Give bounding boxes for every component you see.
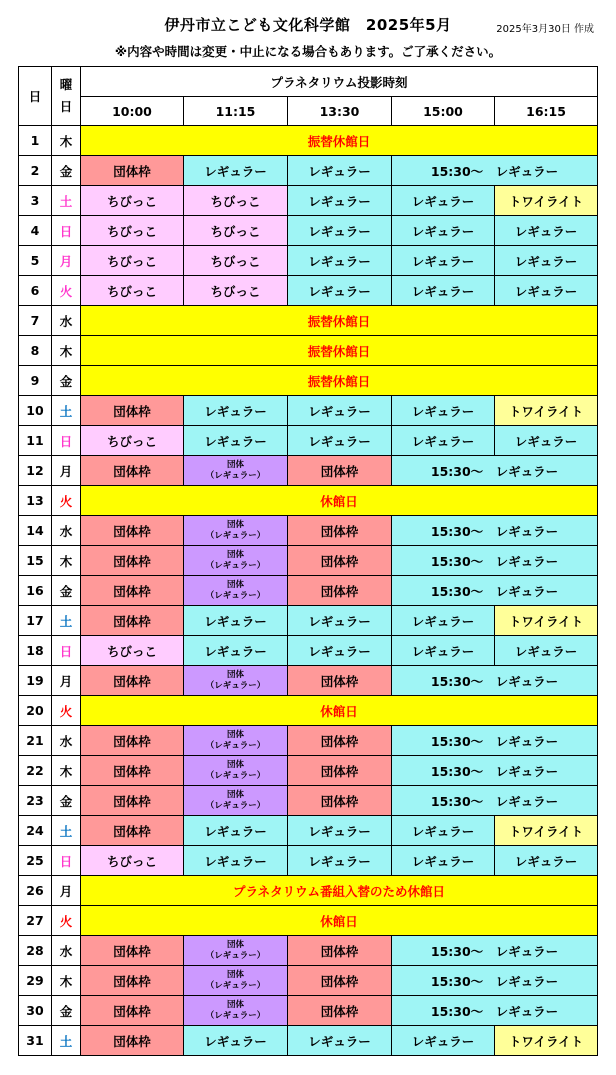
show-slot: レギュラー <box>495 216 598 246</box>
closed-day-cell: プラネタリウム番組入替のため休館日 <box>81 876 598 906</box>
show-slot: トワイライト <box>495 816 598 846</box>
weekday: 金 <box>52 576 81 606</box>
day-number: 8 <box>19 336 52 366</box>
schedule-row <box>19 576 598 606</box>
weekday: 日 <box>52 846 81 876</box>
weekday: 金 <box>52 156 81 186</box>
day-number: 27 <box>19 906 52 936</box>
weekday: 火 <box>52 486 81 516</box>
schedule-row <box>19 906 598 936</box>
closed-day-cell: 休館日 <box>81 486 598 516</box>
day-number: 12 <box>19 456 52 486</box>
schedule-row <box>19 486 598 516</box>
day-number: 14 <box>19 516 52 546</box>
show-slot: 団体枠 <box>81 756 184 786</box>
schedule-row <box>19 426 598 456</box>
day-number: 25 <box>19 846 52 876</box>
day-number: 2 <box>19 156 52 186</box>
header-day: 日 <box>19 67 52 126</box>
show-slot: レギュラー <box>392 186 495 216</box>
schedule-row <box>19 786 598 816</box>
weekday: 金 <box>52 786 81 816</box>
show-slot: レギュラー <box>184 636 288 666</box>
day-number: 22 <box>19 756 52 786</box>
weekday: 木 <box>52 546 81 576</box>
show-slot: 団体枠 <box>288 516 392 546</box>
show-slot: レギュラー <box>288 246 392 276</box>
show-slot: レギュラー <box>288 276 392 306</box>
schedule-row <box>19 186 598 216</box>
header-time: 16:15 <box>495 97 598 126</box>
closed-day-cell: 振替休館日 <box>81 126 598 156</box>
schedule-row <box>19 216 598 246</box>
weekday: 日 <box>52 216 81 246</box>
show-slot: 15:30～ レギュラー <box>392 156 598 186</box>
schedule-row <box>19 306 598 336</box>
show-slot: レギュラー <box>184 426 288 456</box>
weekday: 金 <box>52 366 81 396</box>
weekday: 水 <box>52 516 81 546</box>
weekday: 土 <box>52 186 81 216</box>
schedule-row <box>19 756 598 786</box>
closed-day-cell: 振替休館日 <box>81 306 598 336</box>
show-slot: 団体 （レギュラー） <box>184 576 288 606</box>
show-slot: 団体枠 <box>81 396 184 426</box>
show-slot: レギュラー <box>392 846 495 876</box>
show-slot: 15:30～ レギュラー <box>392 756 598 786</box>
show-slot: 15:30～ レギュラー <box>392 546 598 576</box>
day-number: 20 <box>19 696 52 726</box>
header-time: 13:30 <box>288 97 392 126</box>
weekday: 火 <box>52 276 81 306</box>
show-slot: 団体枠 <box>288 726 392 756</box>
show-slot: レギュラー <box>288 396 392 426</box>
day-number: 4 <box>19 216 52 246</box>
weekday: 火 <box>52 696 81 726</box>
show-slot: レギュラー <box>392 1026 495 1056</box>
weekday: 火 <box>52 906 81 936</box>
show-slot: 15:30～ レギュラー <box>392 516 598 546</box>
show-slot: 団体枠 <box>288 546 392 576</box>
closed-day-cell: 休館日 <box>81 696 598 726</box>
day-number: 11 <box>19 426 52 456</box>
show-slot: 団体枠 <box>288 996 392 1026</box>
weekday: 月 <box>52 876 81 906</box>
show-slot: ちびっこ <box>81 276 184 306</box>
show-slot: 団体枠 <box>288 936 392 966</box>
show-slot: 15:30～ レギュラー <box>392 936 598 966</box>
show-slot: ちびっこ <box>184 246 288 276</box>
show-slot: ちびっこ <box>81 846 184 876</box>
weekday: 土 <box>52 396 81 426</box>
show-slot: ちびっこ <box>184 216 288 246</box>
notice-text: ※内容や時間は変更・中止になる場合もあります。ご了承ください。 <box>114 44 502 59</box>
weekday: 月 <box>52 666 81 696</box>
schedule-row <box>19 456 598 486</box>
show-slot: レギュラー <box>495 846 598 876</box>
show-slot: 団体 （レギュラー） <box>184 966 288 996</box>
show-slot: 団体枠 <box>81 546 184 576</box>
show-slot: レギュラー <box>495 636 598 666</box>
show-slot: レギュラー <box>288 636 392 666</box>
show-slot: 団体枠 <box>288 456 392 486</box>
day-number: 10 <box>19 396 52 426</box>
page-title: 伊丹市立こども文化科学館 2025年5月 <box>164 16 452 34</box>
show-slot: レギュラー <box>288 186 392 216</box>
show-slot: レギュラー <box>495 426 598 456</box>
weekday: 水 <box>52 726 81 756</box>
show-slot: 団体 （レギュラー） <box>184 456 288 486</box>
day-number: 9 <box>19 366 52 396</box>
show-slot: ちびっこ <box>81 246 184 276</box>
weekday: 金 <box>52 996 81 1026</box>
weekday: 水 <box>52 306 81 336</box>
day-number: 6 <box>19 276 52 306</box>
day-number: 21 <box>19 726 52 756</box>
show-slot: 団体枠 <box>81 996 184 1026</box>
show-slot: 団体 （レギュラー） <box>184 756 288 786</box>
show-slot: 15:30～ レギュラー <box>392 456 598 486</box>
show-slot: 15:30～ レギュラー <box>392 996 598 1026</box>
show-slot: 団体枠 <box>288 756 392 786</box>
show-slot: 15:30～ レギュラー <box>392 726 598 756</box>
schedule-row <box>19 336 598 366</box>
show-slot: 15:30～ レギュラー <box>392 576 598 606</box>
show-slot: レギュラー <box>392 426 495 456</box>
schedule-row <box>19 636 598 666</box>
schedule-row <box>19 996 598 1026</box>
weekday: 日 <box>52 426 81 456</box>
schedule-row <box>19 726 598 756</box>
show-slot: ちびっこ <box>81 216 184 246</box>
closed-day-cell: 振替休館日 <box>81 336 598 366</box>
show-slot: レギュラー <box>392 276 495 306</box>
schedule-row <box>19 366 598 396</box>
show-slot: 団体 （レギュラー） <box>184 786 288 816</box>
show-slot: レギュラー <box>392 396 495 426</box>
show-slot: レギュラー <box>184 846 288 876</box>
day-number: 15 <box>19 546 52 576</box>
schedule-row <box>19 156 598 186</box>
created-date: 2025年3月30日 作成 <box>496 24 594 35</box>
show-slot: 団体枠 <box>81 816 184 846</box>
show-slot: レギュラー <box>288 426 392 456</box>
weekday: 木 <box>52 756 81 786</box>
schedule-row <box>19 516 598 546</box>
weekday: 木 <box>52 336 81 366</box>
show-slot: 15:30～ レギュラー <box>392 966 598 996</box>
schedule-row <box>19 666 598 696</box>
day-number: 23 <box>19 786 52 816</box>
weekday: 木 <box>52 966 81 996</box>
day-number: 28 <box>19 936 52 966</box>
show-slot: 団体枠 <box>81 156 184 186</box>
show-slot: ちびっこ <box>81 426 184 456</box>
show-slot: ちびっこ <box>81 186 184 216</box>
day-number: 5 <box>19 246 52 276</box>
day-number: 30 <box>19 996 52 1026</box>
show-slot: レギュラー <box>184 396 288 426</box>
show-slot: 団体枠 <box>81 516 184 546</box>
show-slot: レギュラー <box>288 816 392 846</box>
show-slot: 団体枠 <box>81 576 184 606</box>
header-program: プラネタリウム投影時刻 <box>81 67 598 97</box>
schedule-row <box>19 1026 598 1056</box>
header-time: 15:00 <box>392 97 495 126</box>
day-number: 19 <box>19 666 52 696</box>
day-number: 7 <box>19 306 52 336</box>
schedule-row <box>19 696 598 726</box>
planetarium-schedule-table <box>18 66 598 1056</box>
show-slot: レギュラー <box>392 216 495 246</box>
show-slot: 団体枠 <box>288 786 392 816</box>
header-time: 10:00 <box>81 97 184 126</box>
show-slot: レギュラー <box>288 606 392 636</box>
schedule-row <box>19 816 598 846</box>
show-slot: レギュラー <box>495 246 598 276</box>
show-slot: 団体 （レギュラー） <box>184 996 288 1026</box>
show-slot: 団体枠 <box>288 966 392 996</box>
day-number: 18 <box>19 636 52 666</box>
schedule-row <box>19 936 598 966</box>
show-slot: レギュラー <box>495 276 598 306</box>
show-slot: トワイライト <box>495 606 598 636</box>
schedule-body <box>19 126 598 1056</box>
closed-day-cell: 休館日 <box>81 906 598 936</box>
day-number: 3 <box>19 186 52 216</box>
weekday: 月 <box>52 246 81 276</box>
day-number: 1 <box>19 126 52 156</box>
show-slot: 団体 （レギュラー） <box>184 666 288 696</box>
header-weekday: 曜 日 <box>52 67 81 126</box>
day-number: 26 <box>19 876 52 906</box>
show-slot: レギュラー <box>184 816 288 846</box>
schedule-row <box>19 246 598 276</box>
show-slot: 団体枠 <box>81 966 184 996</box>
show-slot: レギュラー <box>392 636 495 666</box>
show-slot: 団体枠 <box>288 666 392 696</box>
schedule-row <box>19 396 598 426</box>
show-slot: 団体枠 <box>81 606 184 636</box>
show-slot: レギュラー <box>288 216 392 246</box>
weekday: 水 <box>52 936 81 966</box>
show-slot: レギュラー <box>392 816 495 846</box>
schedule-row <box>19 846 598 876</box>
show-slot: 団体枠 <box>81 786 184 816</box>
weekday: 日 <box>52 636 81 666</box>
show-slot: レギュラー <box>288 1026 392 1056</box>
schedule-row <box>19 966 598 996</box>
day-number: 29 <box>19 966 52 996</box>
header-time: 11:15 <box>184 97 288 126</box>
show-slot: 団体 （レギュラー） <box>184 726 288 756</box>
show-slot: ちびっこ <box>184 276 288 306</box>
show-slot: 15:30～ レギュラー <box>392 666 598 696</box>
day-number: 13 <box>19 486 52 516</box>
show-slot: 団体枠 <box>81 726 184 756</box>
day-number: 17 <box>19 606 52 636</box>
day-number: 31 <box>19 1026 52 1056</box>
show-slot: トワイライト <box>495 1026 598 1056</box>
show-slot: 団体 （レギュラー） <box>184 516 288 546</box>
show-slot: レギュラー <box>184 156 288 186</box>
show-slot: レギュラー <box>184 1026 288 1056</box>
weekday: 土 <box>52 1026 81 1056</box>
show-slot: レギュラー <box>288 156 392 186</box>
show-slot: 団体枠 <box>81 666 184 696</box>
weekday: 木 <box>52 126 81 156</box>
show-slot: ちびっこ <box>81 636 184 666</box>
show-slot: 15:30～ レギュラー <box>392 786 598 816</box>
show-slot: 団体枠 <box>81 456 184 486</box>
schedule-row <box>19 546 598 576</box>
schedule-row <box>19 876 598 906</box>
show-slot: 団体 （レギュラー） <box>184 936 288 966</box>
day-number: 24 <box>19 816 52 846</box>
show-slot: ちびっこ <box>184 186 288 216</box>
weekday: 土 <box>52 816 81 846</box>
schedule-row <box>19 606 598 636</box>
show-slot: レギュラー <box>392 606 495 636</box>
show-slot: レギュラー <box>392 246 495 276</box>
weekday: 土 <box>52 606 81 636</box>
weekday: 月 <box>52 456 81 486</box>
schedule-row <box>19 276 598 306</box>
show-slot: 団体枠 <box>288 576 392 606</box>
closed-day-cell: 振替休館日 <box>81 366 598 396</box>
show-slot: トワイライト <box>495 396 598 426</box>
show-slot: 団体枠 <box>81 1026 184 1056</box>
show-slot: 団体 （レギュラー） <box>184 546 288 576</box>
schedule-row <box>19 126 598 156</box>
show-slot: レギュラー <box>184 606 288 636</box>
show-slot: 団体枠 <box>81 936 184 966</box>
day-number: 16 <box>19 576 52 606</box>
show-slot: レギュラー <box>288 846 392 876</box>
show-slot: トワイライト <box>495 186 598 216</box>
